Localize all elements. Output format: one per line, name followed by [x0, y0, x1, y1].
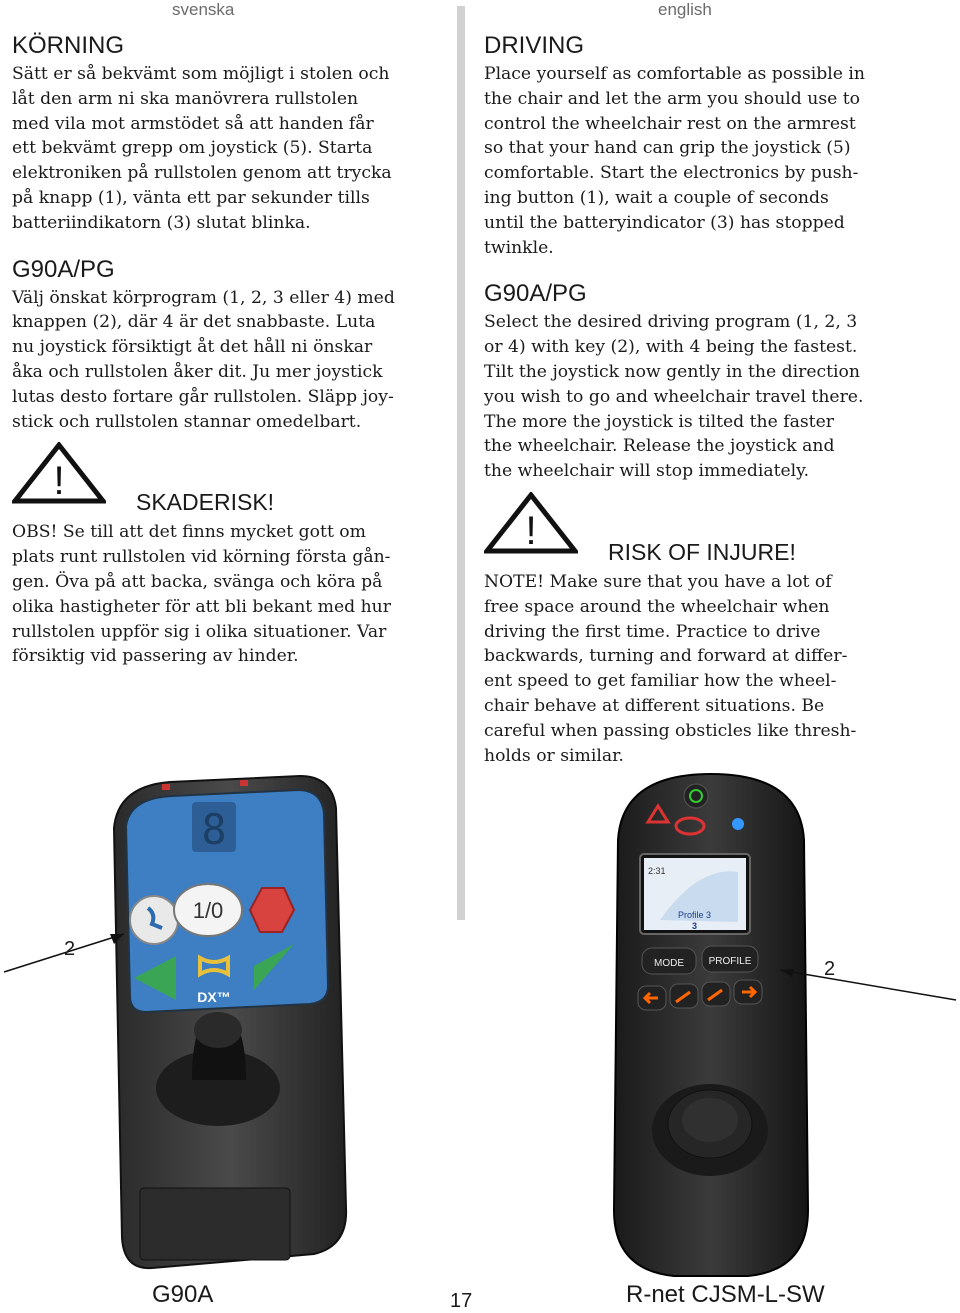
- text-line: olika hastigheter för att bli bekant med hur: [12, 596, 391, 617]
- svg-text:DX™: DX™: [197, 989, 231, 1005]
- text-line: Place yourself as comfortable as possible in: [484, 64, 865, 84]
- text-line: the chair and let the arm you should use to: [484, 88, 861, 109]
- caption-g90a: G90A: [152, 1281, 214, 1308]
- text-line: backwards, turning and forward at differ-: [484, 646, 848, 667]
- page-number: 17: [450, 1290, 473, 1312]
- text-line: knappen (2), där 4 är det snabbaste. Luta: [12, 312, 376, 333]
- callout-line-right: [776, 960, 960, 1010]
- section-heading: DRIVING: [484, 32, 585, 59]
- rnet-controller-image: [598, 770, 824, 1280]
- warning-block: [484, 484, 924, 570]
- warning-triangle-icon: [484, 492, 578, 554]
- english-column: [484, 30, 924, 768]
- text-line: The more the joystick is tilted the faster: [484, 411, 834, 432]
- body-paragraph: [484, 310, 924, 484]
- text-line: chair behave at different situations. Be: [484, 695, 825, 716]
- text-line: NOTE! Make sure that you have a lot of: [484, 571, 832, 592]
- text-line: stick och rullstolen stannar omedelbart.: [12, 411, 362, 432]
- svg-text:3: 3: [692, 921, 698, 931]
- text-line: nu joystick försiktigt åt det håll ni önskar: [12, 337, 373, 358]
- text-line: lutas desto fortare går rullstolen. Släpp joy-: [12, 386, 394, 407]
- text-line: Sätt er så bekvämt som möjligt i stolen och: [12, 64, 390, 84]
- svg-text:1/0: 1/0: [192, 898, 224, 923]
- warning-block: [12, 434, 452, 520]
- text-line: the wheelchair. Release the joystick and: [484, 436, 835, 457]
- warning-triangle-icon: [12, 442, 106, 504]
- text-line: ent speed to get familiar how the wheel-: [484, 671, 837, 692]
- section-heading: KÖRNING: [12, 32, 125, 59]
- text-line: control the wheelchair rest on the armrest: [484, 113, 856, 134]
- text-line: med vila mot armstödet så att handen får: [12, 113, 374, 134]
- svg-text:!: !: [525, 508, 537, 553]
- text-line: elektroniken på rullstolen genom att trycka: [12, 163, 392, 184]
- text-line: Välj önskat körprogram (1, 2, 3 eller 4) med: [12, 287, 395, 308]
- sub-heading: G90A/PG: [484, 280, 587, 308]
- callout-number-left: 2: [64, 938, 76, 960]
- intro-paragraph: [484, 62, 924, 260]
- text-line: free space around the wheelchair when: [484, 596, 830, 617]
- text-line: driving the first time. Practice to drive: [484, 621, 821, 642]
- text-line: comfortable. Start the electronics by push-: [484, 163, 859, 184]
- body-paragraph: [12, 286, 452, 435]
- svg-text:MODE: MODE: [654, 958, 684, 969]
- language-label-swedish: svenska: [172, 0, 235, 19]
- text-line: ett bekvämt grepp om joystick (5). Starta: [12, 138, 373, 159]
- text-line: plats runt rullstolen vid körning första gån-: [12, 547, 391, 568]
- svg-text:!: !: [53, 459, 65, 504]
- text-line: holds or similar.: [484, 745, 624, 766]
- svg-text:PROFILE: PROFILE: [708, 956, 752, 967]
- warning-paragraph: [484, 570, 924, 768]
- text-line: ing button (1), wait a couple of seconds: [484, 187, 829, 208]
- text-line: Tilt the joystick now gently in the direction: [484, 361, 860, 382]
- text-line: OBS! Se till att det finns mycket gott om: [12, 522, 366, 543]
- sub-heading: G90A/PG: [12, 255, 115, 283]
- text-line: låt den arm ni ska manövrera rullstolen: [12, 88, 359, 109]
- text-line: åka och rullstolen åker dit. Ju mer joystick: [12, 361, 383, 382]
- text-line: you wish to go and wheelchair travel there.: [484, 386, 864, 407]
- text-line: försiktig vid passering av hinder.: [12, 646, 299, 667]
- svg-text:2:31: 2:31: [648, 866, 666, 876]
- caption-rnet: R-net CJSM-L-SW: [626, 1281, 825, 1308]
- text-line: batteriindikatorn (3) slutat blinka.: [12, 212, 311, 233]
- text-line: Select the desired driving program (1, 2, 3: [484, 312, 858, 333]
- text-line: careful when passing obsticles like thresh-: [484, 720, 857, 741]
- text-line: gen. Öva på att backa, svänga och köra på: [12, 571, 383, 592]
- svg-text:Profile 3: Profile 3: [678, 910, 712, 920]
- text-line: rullstolen uppför sig i olika situationer. Var: [12, 621, 387, 642]
- callout-number-right: 2: [824, 958, 836, 980]
- svg-text:8: 8: [201, 805, 227, 854]
- text-line: twinkle.: [484, 237, 554, 258]
- text-line: or 4) with key (2), with 4 being the fastest.: [484, 337, 858, 358]
- warning-paragraph: [12, 520, 452, 669]
- text-line: so that your hand can grip the joystick (5): [484, 138, 851, 159]
- swedish-column: [12, 30, 452, 669]
- language-label-english: english: [658, 0, 712, 19]
- warning-label: SKADERISK!: [136, 489, 275, 516]
- warning-label: RISK OF INJURE!: [608, 538, 796, 565]
- text-line: the wheelchair will stop immediately.: [484, 461, 810, 482]
- text-line: på knapp (1), vänta ett par sekunder tills: [12, 187, 370, 208]
- text-line: until the batteryindicator (3) has stopped: [484, 212, 845, 233]
- g90a-controller-image: [100, 768, 350, 1288]
- intro-paragraph: [12, 62, 452, 236]
- column-divider: [457, 6, 465, 920]
